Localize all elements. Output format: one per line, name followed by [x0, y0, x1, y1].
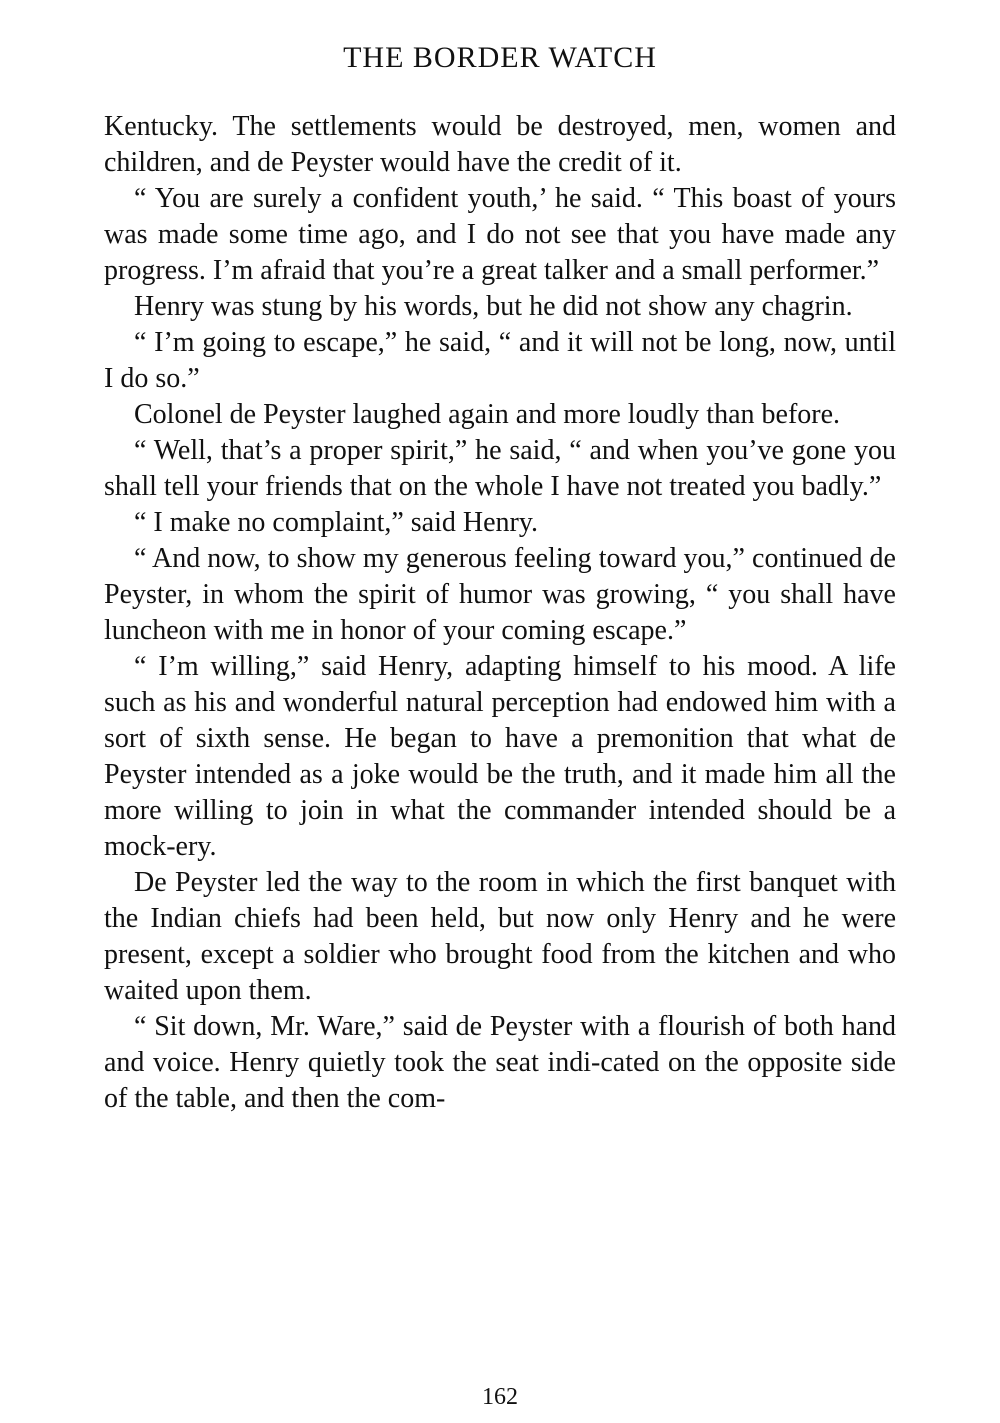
- paragraph: Henry was stung by his words, but he did not show any chagrin.: [134, 291, 853, 322]
- paragraph: “ And now, to show my generous feeling toward you,” continued de Peyster, in whom the spirit of humor was growing, “ you shall have luncheon with me in honor of your coming escape.”: [104, 543, 896, 646]
- paragraph: “ I’m willing,” said Henry, adapting himself to his mood. A life such as his and wonderful natural perception had endowed him with a sort of sixth sense. He began to have a premonition that what de Peyster intended as a joke would be the truth, and it made him all the more willing to join in what the commander intended should be a mock-ery.: [104, 651, 896, 862]
- paragraph: “ I make no complaint,” said Henry.: [134, 507, 539, 538]
- running-title: THE BORDER WATCH: [343, 41, 657, 74]
- body-text: [104, 109, 896, 1117]
- paragraph: “ You are surely a confident youth,’ he said. “ This boast of yours was made some time ago, and I do not see that you have made any progress. I’m afraid that you’re a great talker and a small performer.”: [104, 183, 896, 286]
- paragraph: “ Well, that’s a proper spirit,” he said, “ and when you’ve gone you shall tell your friends that on the whole I have not treated you badly.”: [104, 435, 896, 502]
- paragraph: Kentucky. The settlements would be destroyed, men, women and children, and de Peyster would have the credit of it.: [104, 111, 896, 178]
- paragraph: “ Sit down, Mr. Ware,” said de Peyster with a flourish of both hand and voice. Henry quietly took the seat indi-cated on the opposite side of the table, and then the com-: [104, 1011, 896, 1114]
- paragraph: “ I’m going to escape,” he said, “ and it will not be long, now, until I do so.”: [104, 327, 896, 394]
- page-number: 162: [482, 1384, 518, 1410]
- paragraph: De Peyster led the way to the room in which the first banquet with the Indian chiefs had been held, but now only Henry and he were present, except a soldier who brought food from the kitchen and who waited upon them.: [104, 867, 896, 1006]
- paragraph: Colonel de Peyster laughed again and more loudly than before.: [134, 399, 841, 430]
